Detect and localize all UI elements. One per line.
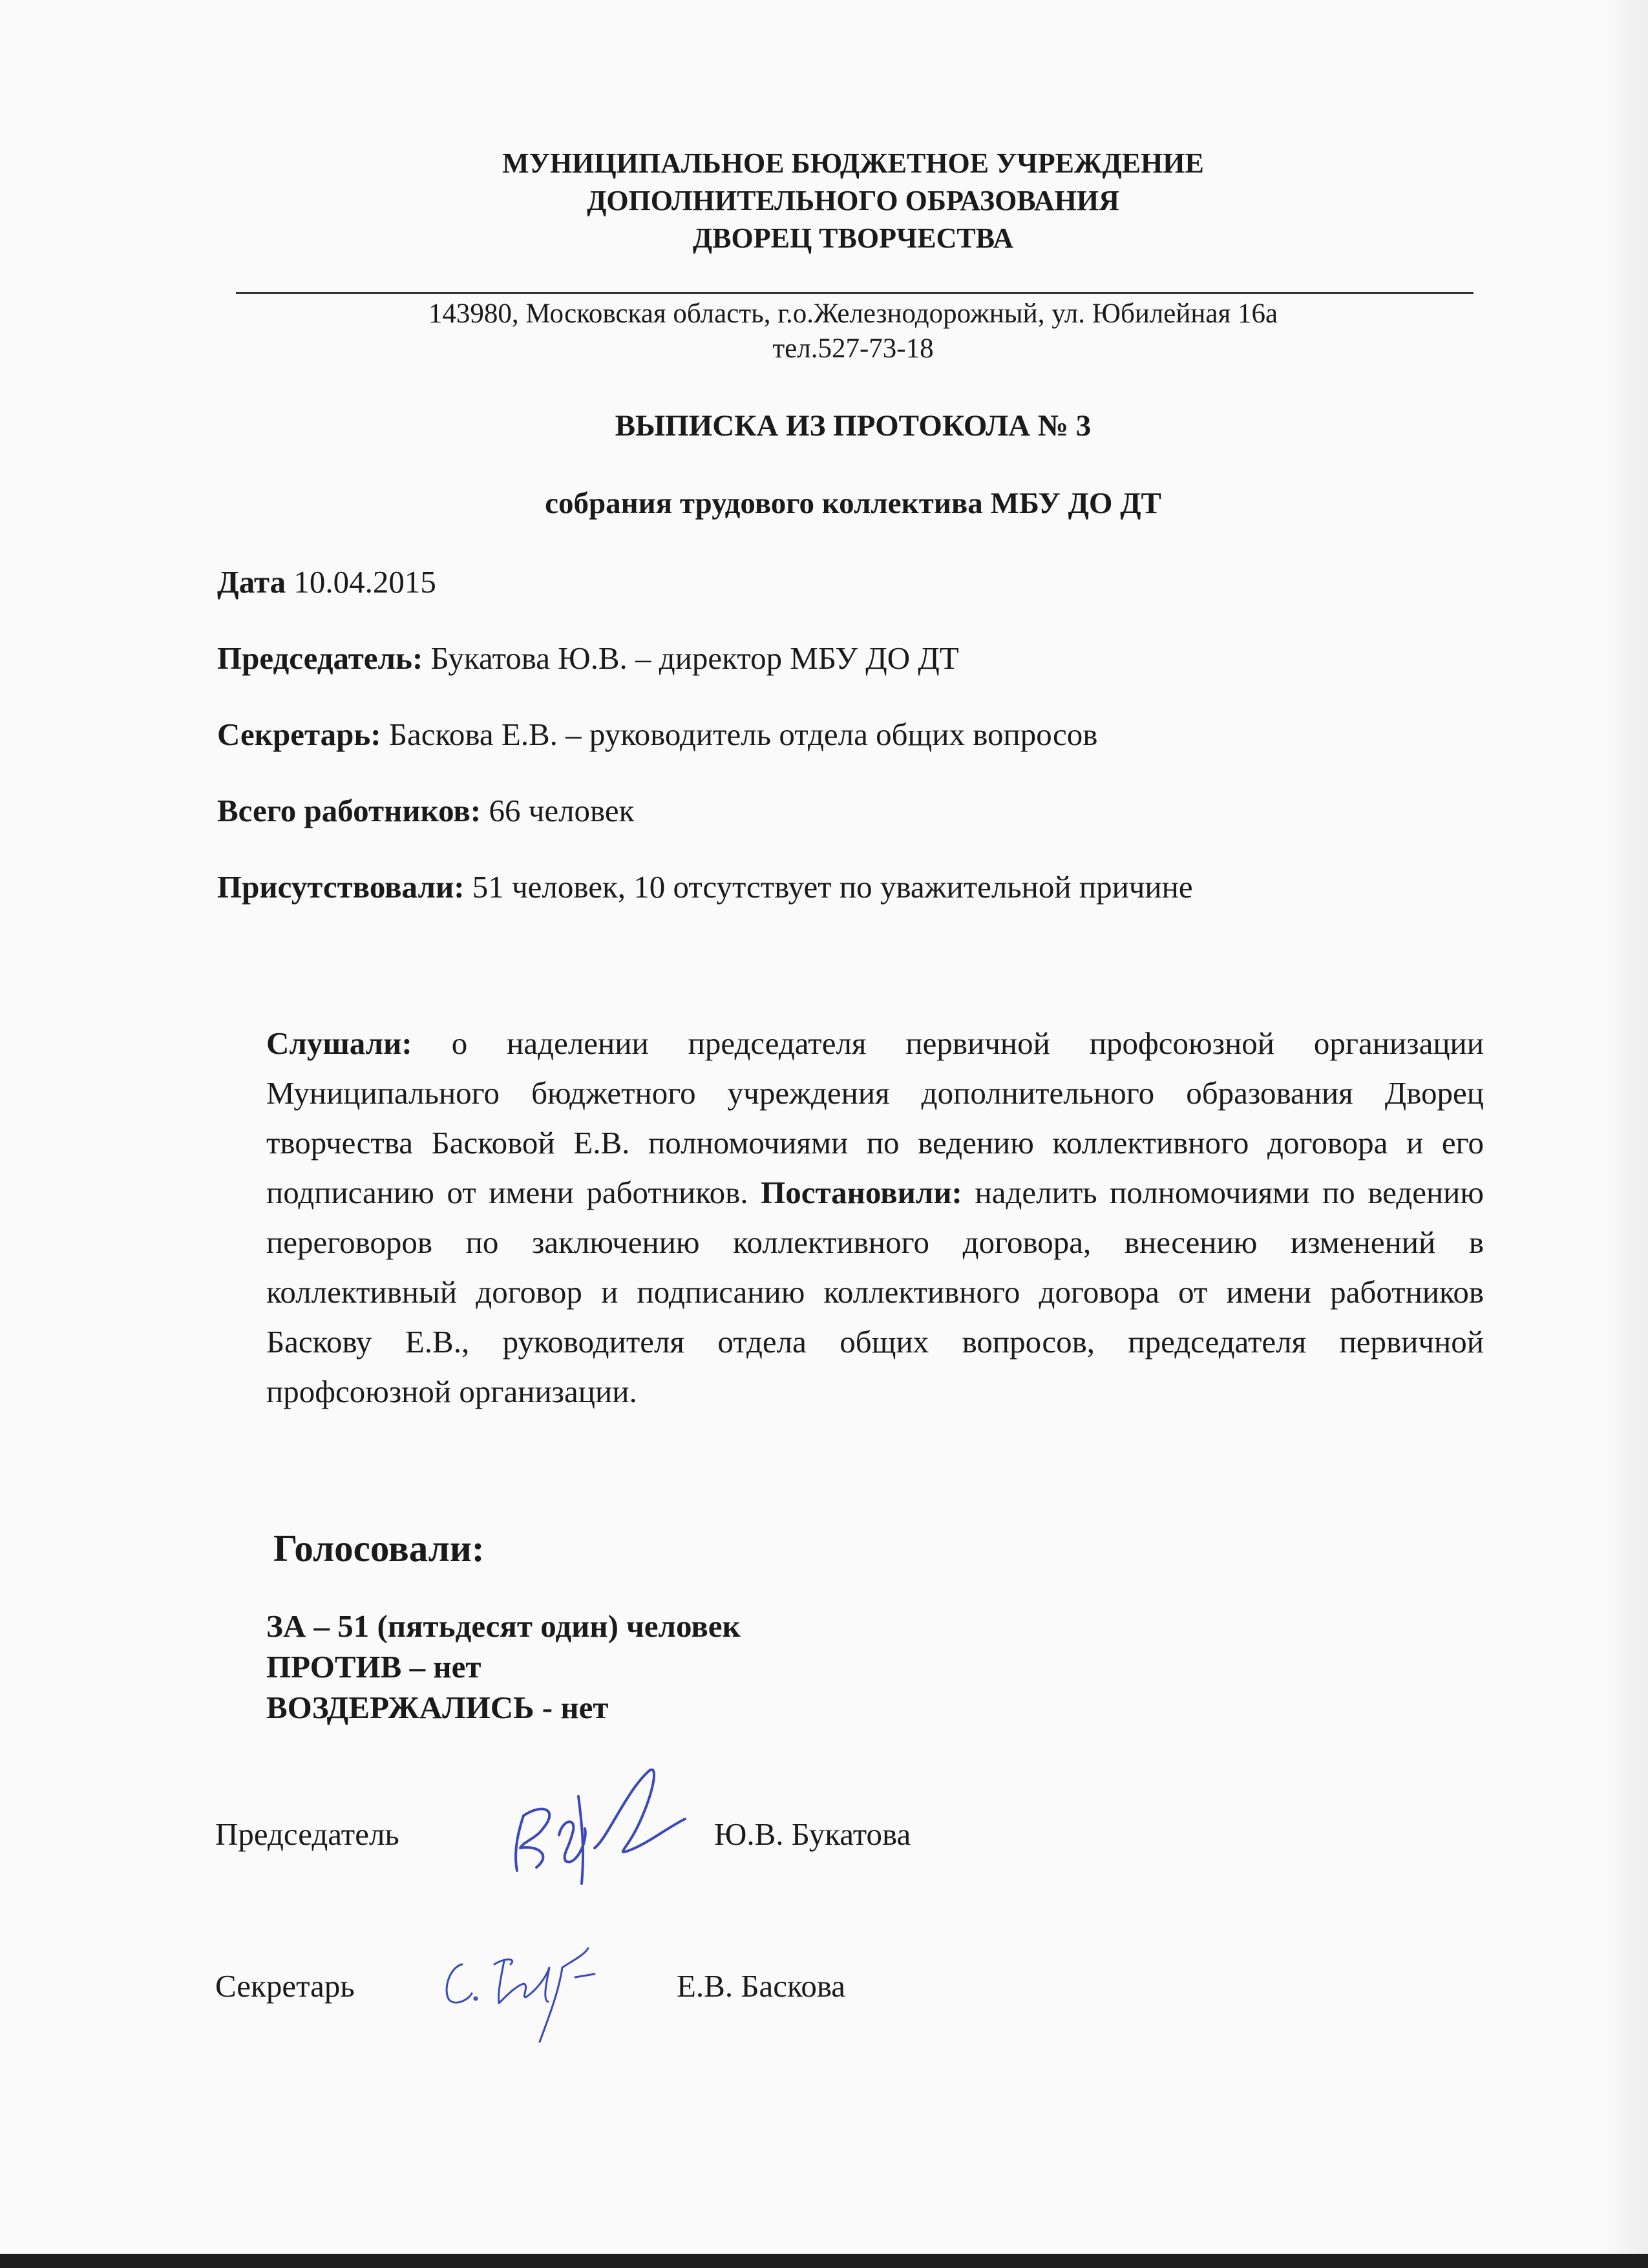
field-present-value: 51 человек, 10 отсутствует по уважительной причине	[464, 869, 1193, 905]
field-chair-value: Букатова Ю.В. – директор МБУ ДО ДТ	[423, 640, 959, 676]
field-date-label: Дата	[217, 564, 286, 600]
scan-bottom-border	[0, 2254, 1648, 2268]
field-total-staff-label: Всего работников:	[217, 793, 481, 828]
field-secretary-label: Секретарь:	[217, 717, 381, 752]
scan-edge-shadow	[1603, 0, 1648, 2254]
org-address: 143980, Московская область, г.о.Железнодорожный, ул. Юбилейная 16а	[428, 299, 1278, 329]
vote-for: ЗА – 51 (пятьдесят один) человек	[266, 1608, 741, 1644]
field-secretary	[217, 716, 1097, 753]
heard-label: Слушали:	[266, 1025, 412, 1061]
vote-against: ПРОТИВ – нет	[266, 1649, 481, 1685]
document-title: ВЫПИСКА ИЗ ПРОТОКОЛА № 3	[615, 409, 1092, 443]
header-divider	[236, 292, 1474, 294]
document-subtitle: собрания трудового коллектива МБУ ДО ДТ	[545, 487, 1161, 520]
voting-heading: Голосовали:	[273, 1527, 485, 1570]
resolved-label: Постановили:	[761, 1175, 962, 1210]
chair-signature	[498, 1758, 692, 1887]
resolved-text: наделить полномочиями по ведению переговоров по заключению коллективного договора, внесению изменений в коллективный договор и подписанию коллективного договора от имени работников Баскову Е.В., руководителя отдела общих вопросов, председателя первичной профсоюзной организации.	[266, 1175, 1484, 1409]
vote-abstained: ВОЗДЕРЖАЛИСЬ - нет	[266, 1690, 609, 1725]
field-chair	[217, 640, 959, 677]
field-total-staff	[217, 792, 634, 829]
field-total-staff-value: 66 человек	[481, 793, 635, 828]
field-date	[217, 563, 436, 600]
field-date-value: 10.04.2015	[286, 564, 436, 600]
minutes-body	[266, 1018, 1484, 1416]
field-chair-label: Председатель:	[217, 640, 423, 676]
org-name-line-3: ДВОРЕЦ ТВОРЧЕСТВА	[692, 222, 1014, 254]
field-present-label: Присутствовали:	[217, 869, 465, 905]
field-present	[217, 868, 1193, 905]
chair-name: Ю.В. Букатова	[714, 1816, 911, 1852]
heard-text: о наделении председателя первичной профсоюзной организации Муниципального бюджетного учреждения дополнительного образования Дворец творчества Басковой Е.В. полномочиями по ведению коллективного договора и его подписанию от имени работников.	[266, 1025, 1484, 1210]
org-name-line-2: ДОПОЛНИТЕЛЬНОГО ОБРАЗОВАНИЯ	[587, 185, 1119, 216]
secretary-name: Е.В. Баскова	[677, 1968, 846, 2004]
org-name-line-1: МУНИЦИПАЛЬНОЕ БЮДЖЕТНОЕ УЧРЕЖДЕНИЕ	[502, 147, 1204, 179]
chair-role: Председатель	[215, 1816, 399, 1852]
org-phone: тел.527-73-18	[772, 333, 934, 364]
field-secretary-value: Баскова Е.В. – руководитель отдела общих вопросов	[381, 717, 1098, 752]
secretary-signature	[433, 1938, 627, 2055]
secretary-role: Секретарь	[215, 1968, 355, 2004]
